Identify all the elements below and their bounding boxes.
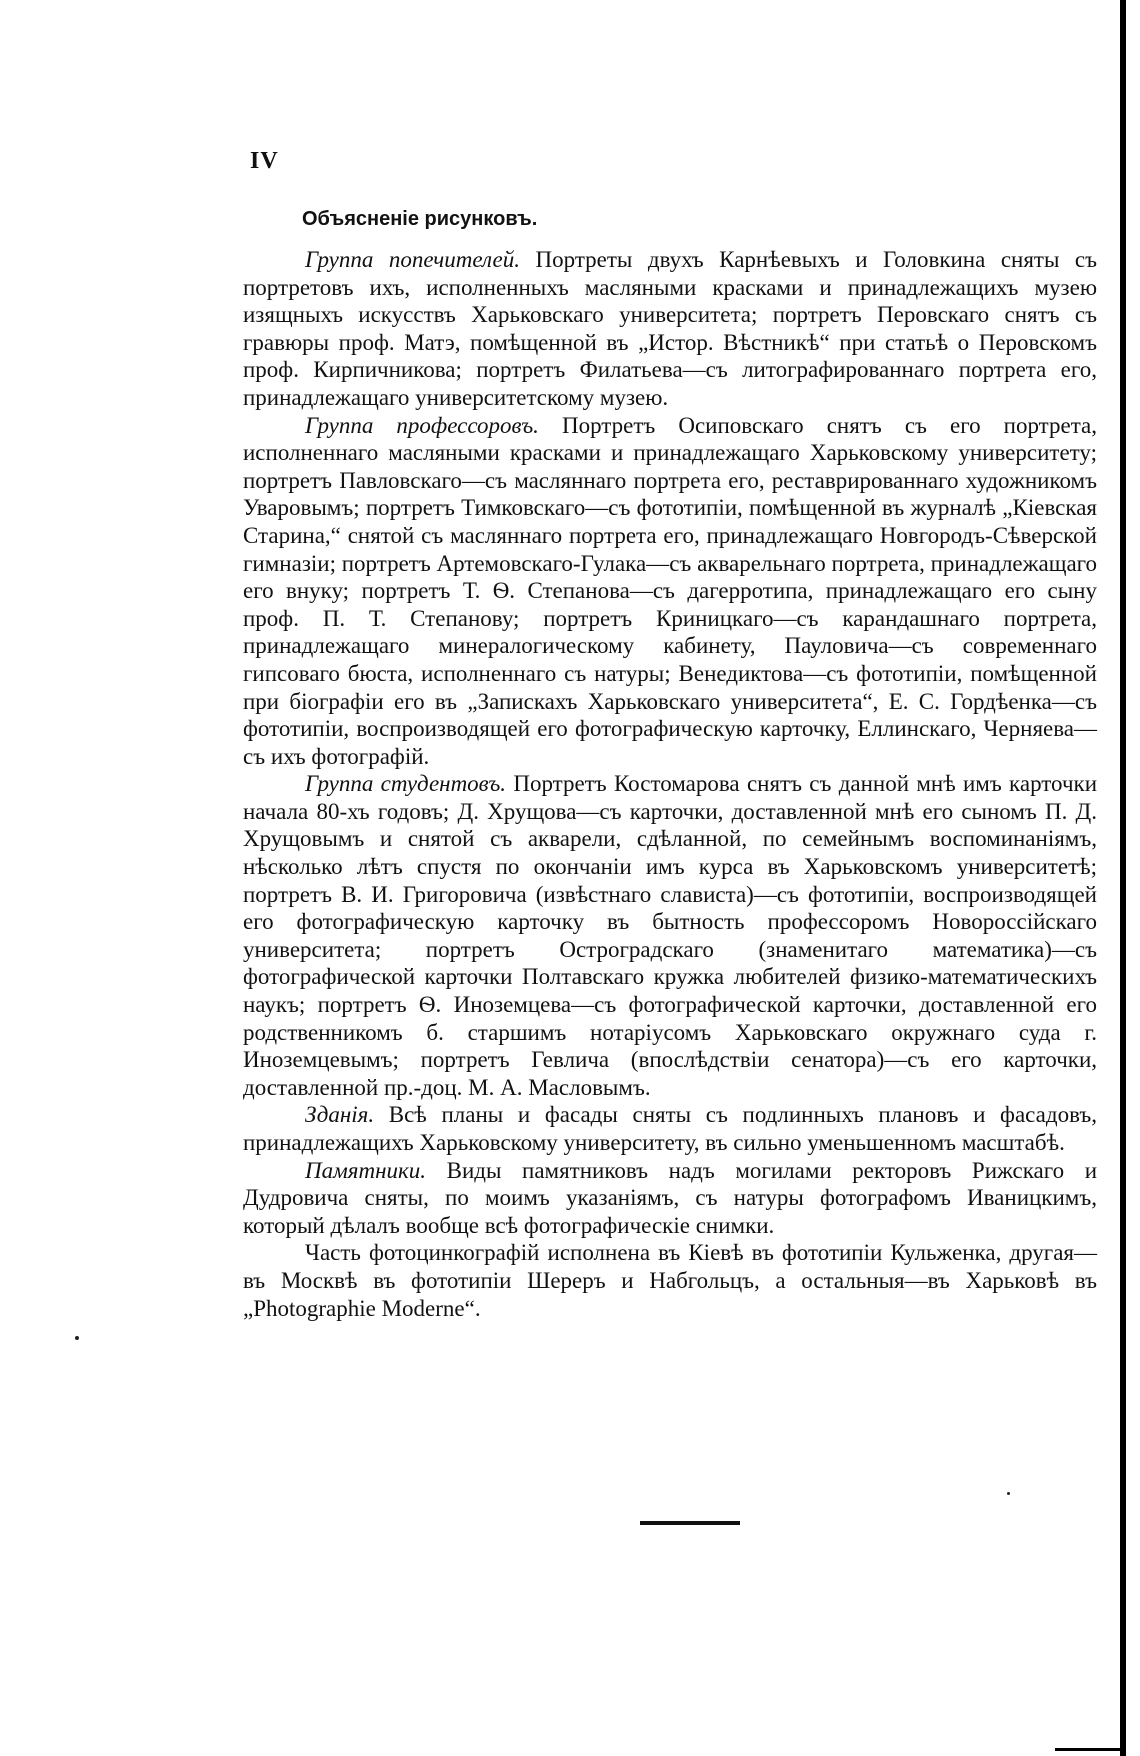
page-number: IV (250, 148, 279, 174)
paragraph-lead: Зданія. (305, 1102, 375, 1128)
paragraph-monuments (243, 1157, 1097, 1240)
paragraph-text: Всѣ планы и фасады сняты съ подлинныхъ плановъ и фасадовъ, принадлежащихъ Харьковскому университету, въ сильно уменьшенномъ масштабѣ. (243, 1102, 1097, 1155)
paragraph-professors (243, 412, 1097, 771)
paragraph-buildings (243, 1101, 1097, 1156)
end-rule (640, 1521, 740, 1525)
paragraph-trustees (243, 246, 1097, 412)
paragraph-text: Портретъ Костомарова снятъ съ данной мнѣ имъ карточки начала 80-хъ годовъ; Д. Хрущова—съ карточки, доставленной мнѣ его сыномъ П. Д. Хрущовымъ и снятой съ акварели, сдѣланной, по семейнымъ воспоминаніямъ, нѣсколько лѣтъ спустя по окончаніи имъ курса въ Харьковскомъ университетѣ; портретъ В. И. Григоровича (извѣстнаго слависта)—съ фототипіи, воспроизводящей его фотографическую карточку въ бытность профессоромъ Новороссійскаго университета; портретъ Остроградскаго (знаменитаго математика)—съ фотографической карточки Полтавскаго кружка любителей физико-математическихъ наукъ; портретъ Ѳ. Иноземцева—съ фотографической карточки, доставленной его родственникомъ б. старшимъ нотаріусомъ Харьковскаго окружнаго суда г. Иноземцевымъ; портретъ Гевлича (впослѣдствіи сенатора)—съ его карточки, доставленной пр.-доц. М. А. Масловымъ. (243, 771, 1097, 1100)
paragraph-text: Портреты двухъ Карнѣевыхъ и Головкина сняты съ портретовъ ихъ, исполненныхъ масляными красками и принадлежащихъ музею изящныхъ искусствъ Харьковскаго университета; портретъ Перовскаго снятъ съ гравюры проф. Матэ, помѣщенной въ „Истор. Вѣстникѣ“ при статьѣ о Перовскомъ проф. Кирпичникова; портретъ Филатьева—съ литографированнаго портрета его, принадлежащаго университетскому музею. (243, 247, 1098, 410)
scan-edge-right (1120, 0, 1126, 1756)
scan-speck (1007, 1492, 1010, 1495)
paragraph-text: Портретъ Осиповскаго снятъ съ его портрета, исполненнаго масляными красками и принадлежащаго Харьковскому университету; портретъ Павловскаго—съ масляннаго портрета его, реставрированнаго художникомъ Уваровымъ; портретъ Тимковскаго—съ фототипіи, помѣщенной въ журналѣ „Кіевская Старина,“ снятой съ масляннаго портрета его, принадлежащаго Новгородъ-Сѣверской гимназіи; портретъ Артемовскаго-Гулака—съ акварельнаго портрета, принадлежащаго его внуку; портретъ Т. Ѳ. Степанова—съ дагерротипа, принадлежащаго его сыну проф. П. Т. Степанову; портретъ Криницкаго—съ карандашнаго портрета, принадлежащаго минералогическому кабинету, Пауловича—съ современнаго гипсоваго бюста, исполненнаго съ натуры; Венедиктова—съ фототипіи, помѣщенной при біографіи его въ „Запискахъ Харьковскаго университета“, Е. С. Гордѣенка—съ фототипіи, воспроизводящей его фотографическую карточку, Еллинскаго, Черняева—съ ихъ фотографій. (243, 412, 1098, 769)
section-heading: Объясненіе рисунковъ. (302, 208, 538, 230)
paragraph-lead: Группа попечителей. (305, 247, 521, 272)
paragraph-text: Часть фотоцинкографій исполнена въ Кіевѣ въ фототипіи Кульженка, другая—въ Москвѣ въ фототипіи Шереръ и Набгольцъ, а остальныя—въ Харьковѣ въ „Photographie Moderne“. (243, 1240, 1097, 1321)
body-text (243, 246, 1097, 1322)
scan-edge-bottom (1055, 1748, 1125, 1751)
paragraph-lead: Группа студентовъ. (305, 771, 507, 797)
paragraph-lead: Группа профессоровъ. (305, 412, 539, 438)
paragraph-students (243, 770, 1097, 1101)
paragraph-lead: Памятники. (305, 1157, 427, 1183)
paragraph-printing (243, 1239, 1097, 1322)
scan-speck (75, 1336, 79, 1340)
paragraph-text: Виды памятниковъ надъ могилами ректоровъ Рижскаго и Дудровича сняты, по моимъ указаніямъ, съ натуры фотографомъ Иваницкимъ, который дѣлалъ вообще всѣ фотографическіе снимки. (243, 1157, 1098, 1238)
